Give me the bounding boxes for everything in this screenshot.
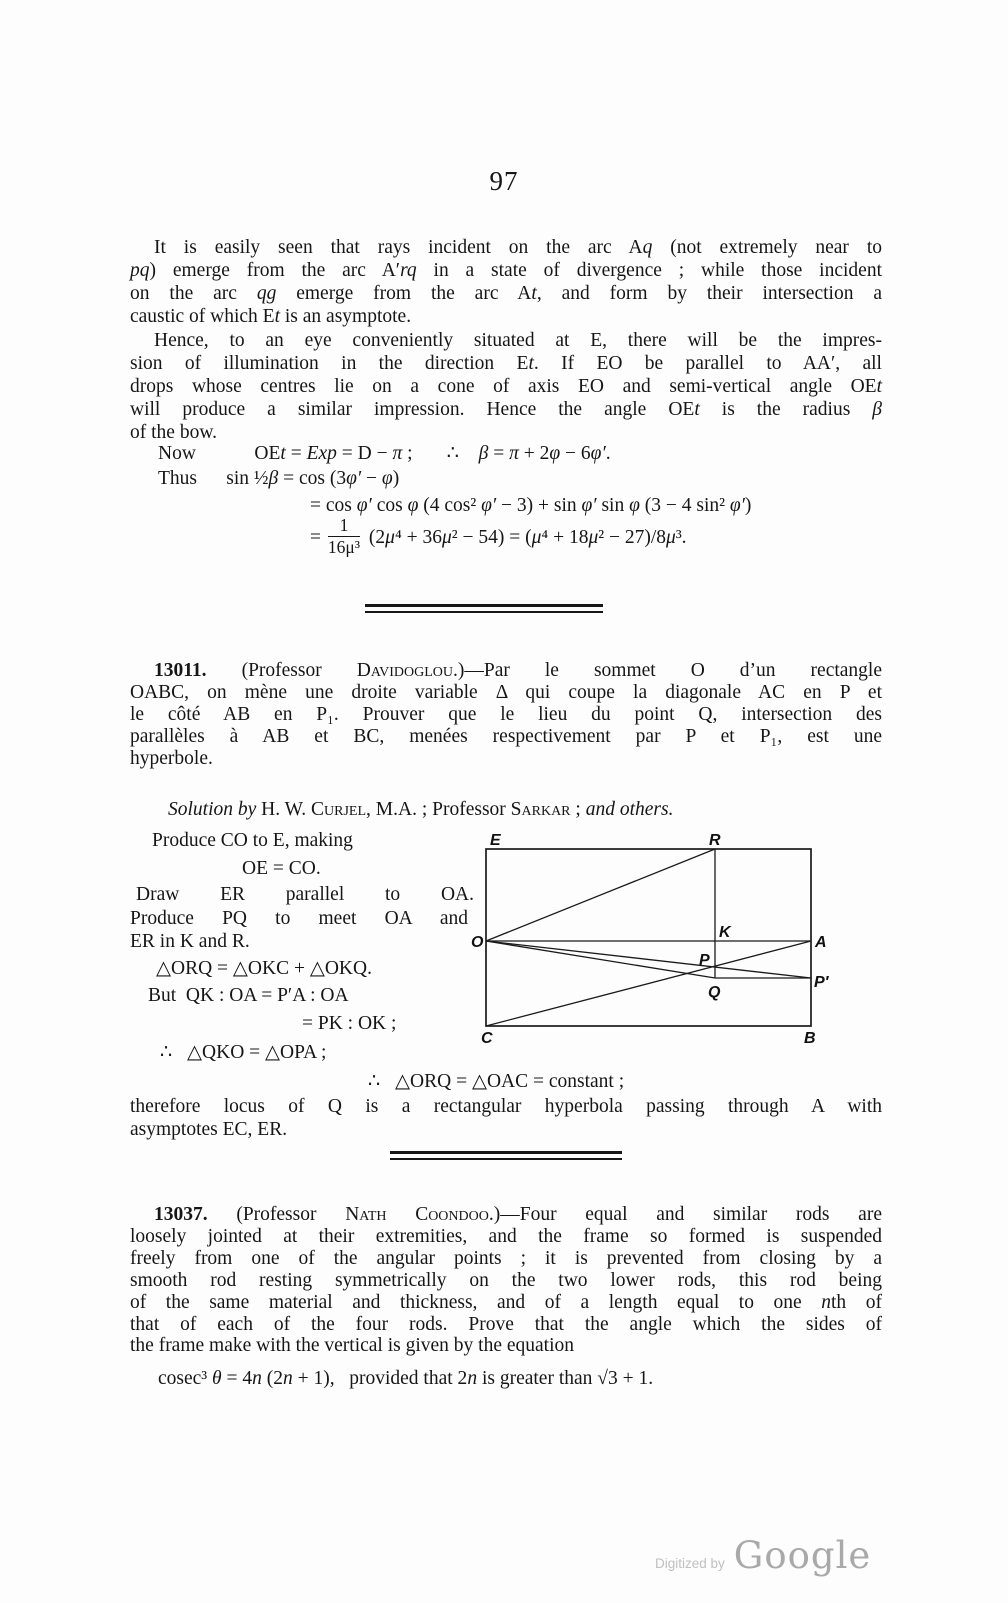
paragraph-hence-eye [130, 329, 882, 444]
text-line [130, 259, 882, 282]
text-segment: π [509, 443, 519, 464]
solution-step [130, 985, 486, 1007]
figure-label-P: P [699, 952, 710, 969]
divider-line [390, 1151, 622, 1154]
text-segment: Curjel [311, 799, 367, 820]
text-segment: t [274, 306, 280, 327]
text-line [130, 682, 882, 704]
text-segment: n [821, 1291, 832, 1313]
text-segment: = cos (3 [278, 468, 347, 489]
text-segment: φ [407, 495, 419, 516]
text-segment: (Professor [207, 1204, 346, 1225]
text-segment: + 1), provided that 2 [292, 1368, 468, 1389]
text-segment: ∴ △QKO = △OPA ; [160, 1042, 327, 1063]
figure-label-P-prime: P′ [814, 974, 829, 991]
text-segment: φ′ [729, 495, 745, 516]
text-segment: φ′ [590, 443, 606, 464]
text-line [130, 1270, 882, 1292]
text-segment: the frame make with the vertical is given by the equation [130, 1335, 575, 1357]
figure-label-C: C [481, 1030, 493, 1047]
text-line [130, 305, 882, 328]
text-line [130, 1335, 882, 1357]
text-segment: = [285, 443, 307, 464]
paragraph-rays-incident [130, 236, 882, 328]
text-segment: cos [371, 495, 408, 516]
text-segment: + 2 [518, 443, 550, 464]
equation-expansion [130, 495, 1008, 517]
text-segment: = 4 [221, 1368, 253, 1389]
text-segment: OABC, on mène une droite variable Δ qui coupe la diagonale AC en P et [130, 681, 882, 703]
text-segment: β [478, 443, 489, 464]
text-segment: ER in K and R. [130, 931, 250, 952]
text-segment: But QK : OA = P′A : OA [148, 985, 349, 1006]
equation-constant-area [130, 1069, 1008, 1093]
figure-label-R: R [709, 833, 721, 849]
solution-step [130, 830, 490, 852]
solution-step [130, 908, 468, 930]
equation-now [130, 441, 910, 465]
text-segment: on the arc [130, 283, 257, 304]
text-segment: φ [629, 495, 640, 516]
text-segment: Now [158, 443, 255, 464]
equation-mu-result [130, 516, 1008, 562]
text-line [130, 375, 882, 398]
figure-label-Q: Q [708, 984, 721, 1001]
text-line [130, 726, 882, 748]
text-segment: = PK : OK ; [302, 1013, 397, 1034]
solution-step [130, 1040, 498, 1064]
text-segment: ) [744, 495, 752, 516]
solution-step [130, 956, 494, 980]
text-segment: φ′ [346, 468, 362, 489]
text-segment: smooth rod resting symmetrically on the two lower rods, this rod being [130, 1269, 882, 1291]
text-segment: φ [549, 443, 561, 464]
text-segment: − [361, 468, 382, 489]
text-segment: (3 − 4 sin² [639, 495, 730, 516]
text-segment: φ′ [356, 495, 372, 516]
text-segment: , M.A. ; Professor [366, 799, 511, 820]
text-segment: μ [588, 527, 599, 549]
text-segment: μ [666, 527, 676, 549]
text-segment: π [392, 443, 403, 464]
text-segment: Draw ER parallel to OA. [136, 884, 474, 905]
text-segment: of the bow. [130, 422, 218, 443]
text-segment: n [252, 1368, 262, 1389]
text-segment: rq [400, 260, 417, 281]
figure-label-B: B [804, 1030, 816, 1047]
text-segment: = [488, 443, 510, 464]
figure-label-E: E [490, 833, 501, 849]
page-number: 97 [489, 166, 519, 196]
text-segment: Thus sin ½ [158, 468, 269, 489]
text-segment: freely from one of the angular points ; it is prevented from closing by a [130, 1247, 882, 1269]
text-segment: Solution by [168, 799, 257, 820]
text-segment: 13037. [154, 1204, 208, 1225]
text-segment: Hence, to an eye conveniently situated at E, there will be the impres- [154, 330, 882, 351]
text-segment: le côté AB en P₁. Prouver que le lieu du point Q, intersection des [130, 703, 882, 725]
solution-step [130, 931, 468, 953]
solution-step [130, 884, 474, 906]
solution-byline [168, 799, 858, 821]
text-segment: Produce CO to E, making [152, 830, 353, 851]
text-segment: μ [531, 527, 542, 549]
text-segment: is greater than √3 + 1. [477, 1368, 654, 1389]
watermark-prefix: Digitized by [655, 1556, 725, 1571]
text-line [130, 660, 882, 682]
text-segment: ⁴ + 36 [394, 527, 442, 549]
text-segment: ) emerge from the arc A′ [149, 260, 401, 281]
text-segment: ⁴ + 18 [541, 527, 589, 549]
text-segment: (2 [261, 1368, 283, 1389]
problem-13011 [130, 660, 882, 770]
text-segment: = D − [336, 443, 393, 464]
text-segment: (not extremely near to [652, 237, 882, 258]
text-segment: β [872, 399, 883, 420]
text-segment: therefore locus of Q is a rectangular hyperbola passing through A with [130, 1096, 882, 1117]
text-segment: (2 [364, 527, 386, 549]
text-segment: in a state of divergence ; while those incident [416, 260, 882, 281]
text-segment: loosely jointed at their extremities, and the frame so formed is suspended [130, 1225, 882, 1247]
text-segment: ∴ △ORQ = △OAC = constant ; [368, 1071, 625, 1092]
fraction [328, 516, 360, 558]
text-line [130, 398, 882, 421]
text-segment: ; [570, 799, 586, 820]
divider-line [390, 1158, 622, 1161]
text-segment: . If EO be parallel to AA′, all [533, 353, 882, 374]
text-segment: q [642, 237, 653, 258]
figure-line-OP-prime [486, 941, 811, 978]
text-segment: .)—Four equal and similar rods are [488, 1204, 882, 1225]
text-line [130, 1292, 882, 1314]
text-segment: OE [254, 443, 281, 464]
digitized-watermark [655, 1534, 871, 1577]
text-segment: , and form by their intersection a [536, 283, 882, 304]
text-segment: β [268, 468, 279, 489]
text-segment: cosec³ [158, 1368, 213, 1389]
text-segment: △ORQ = △OKC + △OKQ. [156, 958, 372, 979]
problem-13037 [130, 1204, 882, 1357]
text-segment: Nath Coondoo [345, 1204, 489, 1225]
text-segment: . [605, 443, 611, 464]
text-segment: = cos [310, 495, 357, 516]
figure-line-OQ [486, 941, 715, 978]
text-segment: asymptotes EC, ER. [130, 1119, 288, 1140]
text-segment: (4 cos² [418, 495, 482, 516]
text-segment: pq [130, 260, 150, 281]
text-segment: It is easily seen that rays incident on the arc A [154, 237, 643, 258]
text-segment: drops whose centres lie on a cone of axis EO and semi-vertical angle OE [130, 376, 877, 397]
text-line [130, 1118, 882, 1141]
text-line [130, 704, 882, 726]
figure-line-OR [486, 849, 715, 941]
text-segment: 13011. [154, 660, 207, 681]
text-segment: that of each of the four rods. Prove that the angle which the sides of [130, 1313, 882, 1335]
text-segment: caustic of which E [130, 306, 275, 327]
text-segment: − 3) + sin [496, 495, 582, 516]
fraction-numerator: 1 [328, 516, 360, 537]
geometry-figure [468, 833, 830, 1049]
text-line [130, 1226, 882, 1248]
text-segment: OE = CO. [242, 858, 321, 879]
text-segment: μ [441, 527, 452, 549]
text-segment: φ [381, 468, 393, 489]
section-divider [365, 604, 603, 613]
text-segment: .)—Par le sommet O d’un rectangle [453, 660, 882, 681]
text-segment: H. W. [256, 799, 312, 820]
text-segment: ) [392, 468, 400, 489]
text-segment: ³. [675, 527, 687, 549]
text-line [130, 1204, 882, 1226]
text-segment: emerge from the arc A [276, 283, 532, 304]
text-segment: qg [256, 283, 277, 304]
text-segment: ² − 54) = ( [451, 527, 532, 549]
equation-lhs [310, 527, 326, 548]
text-segment: ; ∴ [402, 443, 479, 464]
figure-line-CA [486, 941, 811, 1026]
divider-line [365, 604, 603, 607]
text-segment: t [531, 283, 537, 304]
text-segment: − 6 [560, 443, 591, 464]
text-line [130, 748, 882, 770]
text-line [130, 236, 882, 259]
text-segment: θ [212, 1368, 222, 1389]
equation-cosec [130, 1368, 910, 1390]
text-segment: is an asymptote. [280, 306, 412, 327]
text-segment: th of [831, 1291, 882, 1313]
text-segment: φ′ [581, 495, 597, 516]
text-segment: will produce a similar impression. Hence the angle OE [130, 399, 695, 420]
text-segment: Sarkar [510, 799, 571, 820]
text-line [130, 1248, 882, 1270]
text-segment: Produce PQ to meet OA and [130, 908, 468, 929]
paragraph-locus-conclusion [130, 1095, 882, 1141]
text-segment: t [280, 443, 286, 464]
text-segment: parallèles à AB et BC, menées respectivement par P et P₁, est une [130, 725, 882, 747]
google-logo: Google [733, 1534, 872, 1577]
figure-label-A: A [815, 934, 827, 951]
text-segment: t [694, 399, 700, 420]
text-segment: = [310, 527, 326, 549]
text-segment: n [467, 1368, 478, 1389]
text-segment: sin [596, 495, 630, 516]
text-segment: sion of illumination in the direction E [130, 353, 529, 374]
text-segment: is the radius [699, 399, 873, 420]
text-segment: t [528, 353, 534, 374]
text-segment: hyperbole. [130, 747, 213, 769]
text-line [130, 1095, 882, 1118]
text-line [130, 352, 882, 375]
text-segment: n [283, 1368, 293, 1389]
text-segment: (Professor [206, 660, 357, 681]
divider-line [365, 611, 603, 614]
text-line [130, 1314, 882, 1336]
text-segment: Davidoglou [356, 660, 453, 681]
equation-rhs [364, 527, 687, 548]
equation-thus [130, 468, 910, 490]
text-line [130, 282, 882, 305]
fraction-denominator: 16μ³ [327, 537, 361, 558]
section-divider [390, 1151, 622, 1160]
figure-label-K: K [719, 924, 731, 941]
text-segment: ² − 27)/8 [598, 527, 667, 549]
text-segment: φ′ [481, 495, 497, 516]
text-segment: μ [385, 527, 395, 549]
text-segment: of the same material and thickness, and of a length equal to one [130, 1291, 822, 1313]
figure-label-O: O [471, 934, 484, 951]
text-segment: and others. [585, 799, 674, 820]
text-segment: t [876, 376, 882, 397]
text-segment: Exp [306, 443, 337, 464]
text-line [130, 329, 882, 352]
